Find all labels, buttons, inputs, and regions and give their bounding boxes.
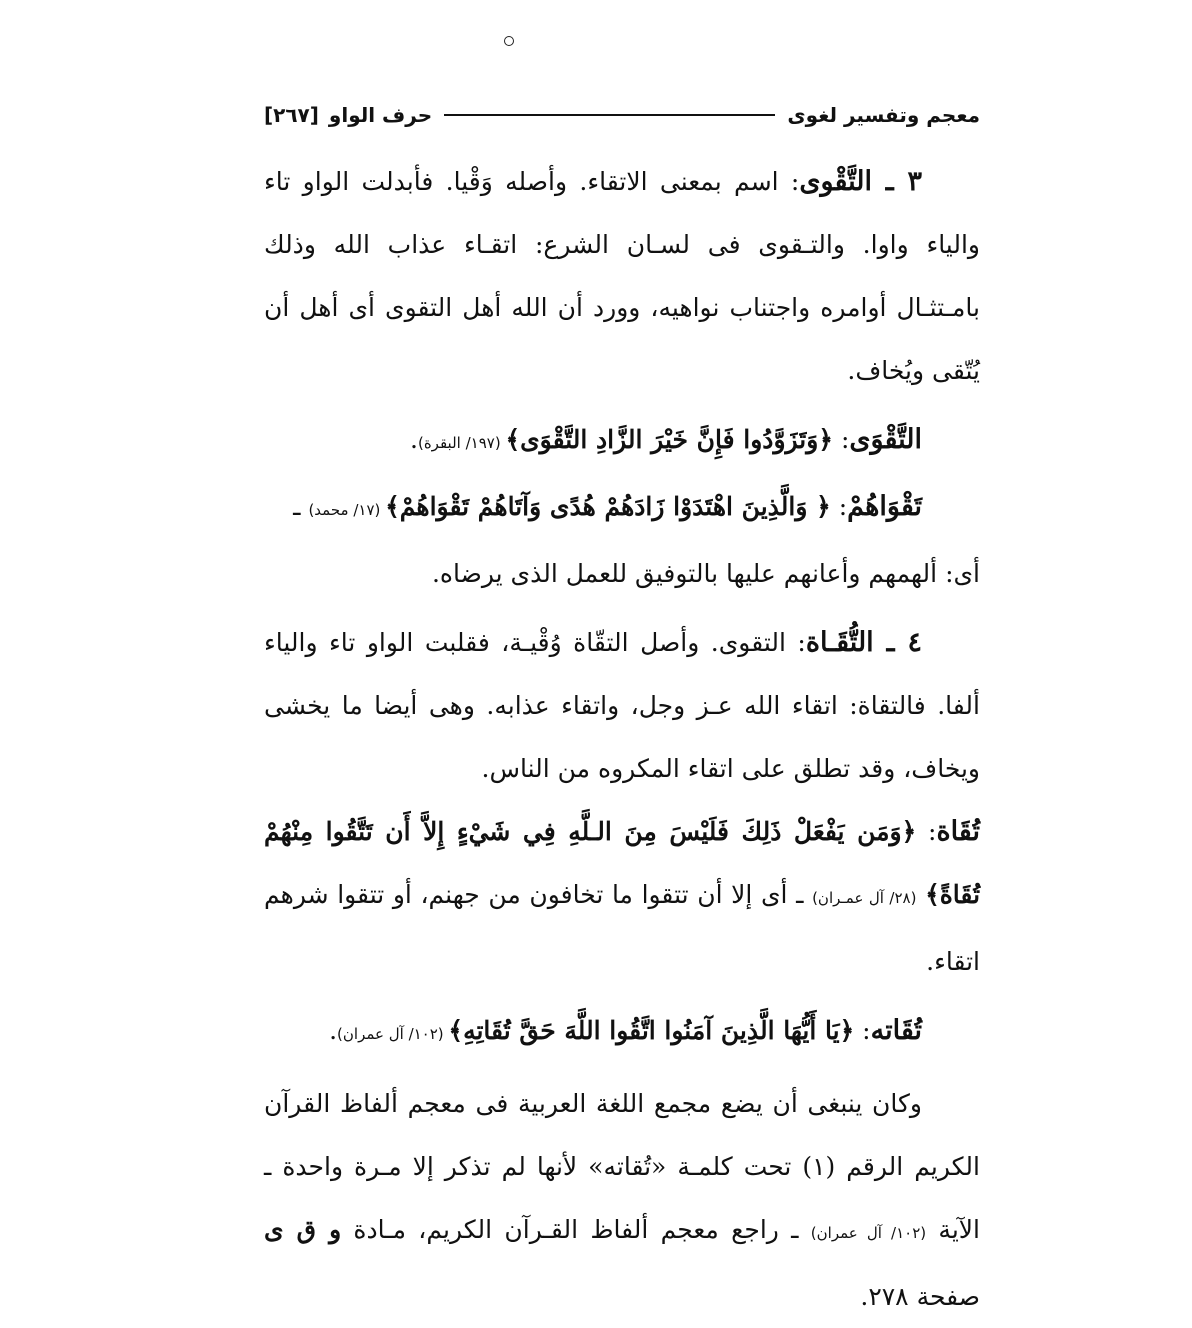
quran-citation-tuqatihi — [264, 999, 980, 1066]
note-text-3: صفحة ٢٧٨. — [860, 1282, 980, 1311]
entry-definition: : اسم بمعنى الاتقاء. وأصله وَقْيا. فأبدلت الواو تاء والياء واوا. والتـقوى فى لسـان الشرع: اتقـاء عذاب الله وذلك بامـتثـال أوامره واجتناب نواهيه، وورد أن الله أهل التقوى أى أهل أن يُتّقى ويُخاف. — [264, 167, 980, 385]
entry-definition: : التقوى. وأصل التقّاة وُقْيـة، فقلبت الواو تاء والياء ألفا. فالتقاة: اتقاء الله عـز وجل، واتقاء عذابه. وهى أيضا ما يخشى ويخاف، وقد تطلق على اتقاء المكروه من الناس. — [264, 628, 980, 783]
quran-citation-taqwahum — [264, 475, 980, 542]
citation-gloss: ـ أى إلا أن تتقوا ما تخافون من جهنم، أو تتقوا شرهم اتقاء. — [264, 880, 980, 976]
note-text-2: ـ راجع معجم ألفاظ القـرآن الكريم، مـادة — [341, 1215, 811, 1244]
note-text-1: وكان ينبغى أن يضع مجمع اللغة العربية فى معجم ألفاظ القرآن الكريم الرقم (١) تحت كلمـة «تُقاته» لأنها لم تذكر إلا مـرة واحدة ـ الآية — [264, 1089, 980, 1244]
header-rule — [444, 114, 775, 116]
verse-text: ﴿وَتَزَوَّدُوا فَإِنَّ خَيْرَ الزَّادِ التَّقْوَى﴾ — [505, 425, 833, 454]
entry-tuqat — [264, 611, 980, 800]
quran-citation-taqwa — [264, 408, 980, 475]
entry-term: التُّقَـاة — [805, 627, 874, 658]
entry-number: ٣ ـ — [871, 166, 922, 197]
verse-reference: (١٠٢/ آل عمران) — [337, 1025, 449, 1043]
citation-term: تُقَاته — [870, 1015, 922, 1046]
entry-number: ٤ ـ — [873, 627, 922, 658]
page-number: [٢٦٧] — [264, 103, 319, 127]
book-title: معجم وتفسير لغوى — [787, 103, 980, 127]
running-header — [264, 100, 980, 130]
citation-separator: : — [833, 425, 850, 454]
citation-end: . — [329, 1016, 338, 1045]
verse-text: ﴿ وَالَّذِينَ اهْتَدَوْا زَادَهُمْ هُدًى وَآتَاهُمْ تَقْوَاهُمْ﴾ — [385, 492, 831, 521]
verse-text: ﴿وَمَن يَفْعَلْ ذَلِكَ فَلَيْسَ مِنَ الـلَّهِ فِي شَيْءٍ إِلاَّ أَن تَتَّقُوا مِنْهُمْ تُقَاةً﴾ — [264, 817, 981, 909]
citation-end: . — [410, 425, 418, 454]
page-body — [264, 150, 980, 1328]
page-dot-mark — [504, 36, 514, 46]
citation-gloss: أى: ألهمهم وأعانهم عليها بالتوفيق للعمل الذى يرضاه. — [431, 559, 980, 588]
section-title: حرف الواو — [328, 103, 433, 127]
citation-term: تَقْوَاهُمْ — [847, 491, 922, 522]
citation-end: ـ — [293, 492, 309, 521]
quran-citation-tuqatan — [264, 800, 980, 993]
verse-reference: (٢٨/ آل عمـران) — [812, 889, 917, 907]
editorial-note — [264, 1072, 980, 1328]
entry-taqwa — [264, 150, 980, 402]
citation-term: تُقَاة — [936, 816, 980, 847]
citation-separator: : — [916, 817, 937, 846]
note-reference: (١٠٢/ آل عمران) — [810, 1224, 927, 1242]
citation-separator: : — [830, 492, 848, 521]
verse-reference: (١٩٧/ البقرة) — [417, 434, 506, 452]
citation-separator: : — [854, 1016, 871, 1045]
citation-term: التَّقْوَى — [849, 424, 922, 455]
verse-text: ﴿يَا أَيُّهَا الَّذِينَ آمَنُوا اتَّقُوا اللَّهَ حَقَّ تُقَاتِهِ﴾ — [448, 1016, 855, 1045]
verse-reference: (١٧/ محمد) — [308, 501, 386, 519]
entry-term: التَّقْوى — [799, 166, 872, 197]
note-root-letters: و ق ى — [264, 1215, 342, 1244]
